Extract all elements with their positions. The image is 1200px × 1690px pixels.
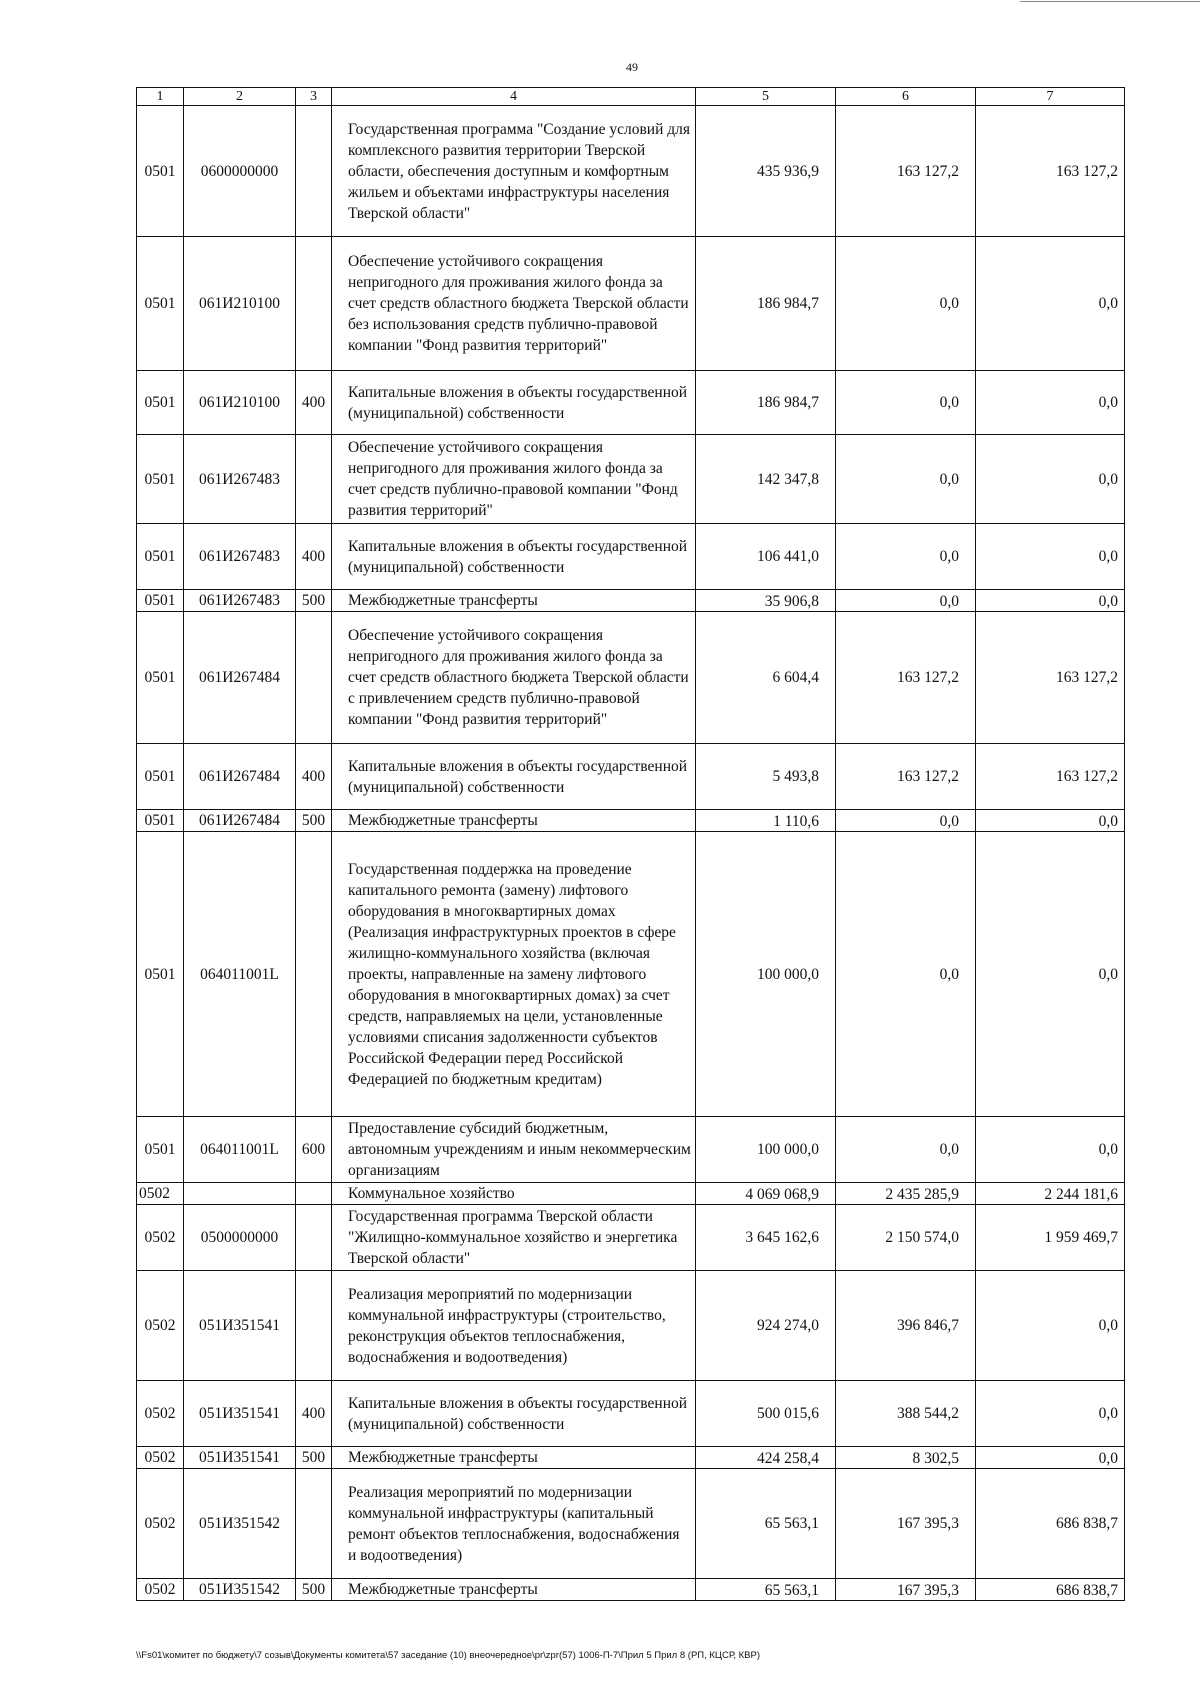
amount-col-6: 0,0 [836, 1117, 976, 1183]
table-row [137, 524, 1125, 590]
amount-col-7: 0,0 [976, 590, 1125, 612]
item-description: Межбюджетные трансферты [332, 1447, 696, 1469]
target-article-code: 051И351541 [184, 1271, 296, 1381]
table-row [137, 1117, 1125, 1183]
expense-type-code: 500 [296, 590, 332, 612]
item-description: Капитальные вложения в объекты государственной (муниципальной) собственности [332, 524, 696, 590]
amount-col-6: 167 395,3 [836, 1469, 976, 1579]
item-description: Капитальные вложения в объекты государственной (муниципальной) собственности [332, 1381, 696, 1447]
table-row [137, 590, 1125, 612]
amount-col-7: 1 959 469,7 [976, 1205, 1125, 1271]
target-article-code: 061И210100 [184, 371, 296, 435]
expense-type-code: 400 [296, 524, 332, 590]
section-code: 0502 [137, 1469, 184, 1579]
item-description: Межбюджетные трансферты [332, 810, 696, 832]
table-row [137, 1579, 1125, 1601]
section-code: 0501 [137, 435, 184, 524]
target-article-code: 051И351541 [184, 1447, 296, 1469]
file-path-footer: \\Fs01\комитет по бюджету\7 созыв\Документы комитета\57 заседание (10) внеочередное\pr\zpr(57) 1006-П-7\Прил 5 Прил 8 (РП, КЦСР, КВР) [136, 1650, 761, 1661]
section-code: 0502 [137, 1183, 184, 1205]
table-row [137, 106, 1125, 237]
amount-col-7: 0,0 [976, 524, 1125, 590]
section-code: 0501 [137, 237, 184, 371]
amount-col-5: 435 936,9 [696, 106, 836, 237]
amount-col-5: 65 563,1 [696, 1469, 836, 1579]
column-number: 7 [976, 88, 1125, 106]
expense-type-code [296, 832, 332, 1117]
table-row [137, 237, 1125, 371]
amount-col-7: 2 244 181,6 [976, 1183, 1125, 1205]
expense-type-code [296, 1183, 332, 1205]
section-code: 0502 [137, 1271, 184, 1381]
section-code: 0502 [137, 1579, 184, 1601]
table-row [137, 1447, 1125, 1469]
amount-col-7: 0,0 [976, 1271, 1125, 1381]
target-article-code: 061И267484 [184, 612, 296, 744]
column-number: 4 [332, 88, 696, 106]
amount-col-6: 2 150 574,0 [836, 1205, 976, 1271]
page-number: 49 [626, 60, 638, 74]
amount-col-6: 0,0 [836, 524, 976, 590]
target-article-code: 061И267484 [184, 744, 296, 810]
target-article-code: 061И267483 [184, 435, 296, 524]
expense-type-code [296, 435, 332, 524]
amount-col-6: 167 395,3 [836, 1579, 976, 1601]
expense-type-code [296, 106, 332, 237]
table-row [137, 744, 1125, 810]
amount-col-6: 163 127,2 [836, 744, 976, 810]
amount-col-5: 6 604,4 [696, 612, 836, 744]
section-code: 0502 [137, 1381, 184, 1447]
column-number: 2 [184, 88, 296, 106]
expense-type-code: 400 [296, 744, 332, 810]
amount-col-5: 100 000,0 [696, 832, 836, 1117]
budget-table-container [136, 87, 1124, 1601]
table-row [137, 832, 1125, 1117]
target-article-code: 061И267483 [184, 590, 296, 612]
expense-type-code: 500 [296, 1579, 332, 1601]
amount-col-5: 5 493,8 [696, 744, 836, 810]
section-code: 0501 [137, 832, 184, 1117]
table-row [137, 435, 1125, 524]
column-number: 6 [836, 88, 976, 106]
amount-col-5: 35 906,8 [696, 590, 836, 612]
amount-col-7: 0,0 [976, 1381, 1125, 1447]
amount-col-5: 500 015,6 [696, 1381, 836, 1447]
expense-type-code: 400 [296, 1381, 332, 1447]
amount-col-7: 686 838,7 [976, 1469, 1125, 1579]
target-article-code [184, 1183, 296, 1205]
amount-col-7: 686 838,7 [976, 1579, 1125, 1601]
amount-col-6: 163 127,2 [836, 106, 976, 237]
amount-col-7: 163 127,2 [976, 106, 1125, 237]
table-row [137, 612, 1125, 744]
item-description: Реализация мероприятий по модернизации коммунальной инфраструктуры (капитальный ремонт объектов теплоснабжения, водоснабжения и водоотведения) [332, 1469, 696, 1579]
expense-type-code [296, 612, 332, 744]
item-description: Обеспечение устойчивого сокращения непригодного для проживания жилого фонда за счет средств областного бюджета Тверской области без использования средств публично-правовой компании "Фонд развития территорий" [332, 237, 696, 371]
target-article-code: 064011001L [184, 832, 296, 1117]
amount-col-5: 424 258,4 [696, 1447, 836, 1469]
section-code: 0501 [137, 371, 184, 435]
table-row [137, 1271, 1125, 1381]
amount-col-5: 65 563,1 [696, 1579, 836, 1601]
amount-col-5: 142 347,8 [696, 435, 836, 524]
amount-col-6: 163 127,2 [836, 612, 976, 744]
amount-col-5: 924 274,0 [696, 1271, 836, 1381]
expense-type-code: 500 [296, 810, 332, 832]
section-code: 0501 [137, 810, 184, 832]
amount-col-7: 0,0 [976, 237, 1125, 371]
item-description: Капитальные вложения в объекты государственной (муниципальной) собственности [332, 744, 696, 810]
table-row [137, 371, 1125, 435]
expense-type-code: 600 [296, 1117, 332, 1183]
column-number: 1 [137, 88, 184, 106]
item-description: Обеспечение устойчивого сокращения непригодного для проживания жилого фонда за счет средств областного бюджета Тверской области с привлечением средств публично-правовой компании "Фонд развития территорий" [332, 612, 696, 744]
scan-edge-line [1020, 1, 1200, 2]
expense-type-code: 400 [296, 371, 332, 435]
amount-col-7: 0,0 [976, 832, 1125, 1117]
amount-col-6: 0,0 [836, 435, 976, 524]
section-code: 0501 [137, 524, 184, 590]
table-row [137, 1381, 1125, 1447]
amount-col-6: 0,0 [836, 810, 976, 832]
amount-col-5: 186 984,7 [696, 237, 836, 371]
item-description: Государственная программа "Создание условий для комплексного развития территории Тверской области, обеспечения доступным и комфортным жильем и объектами инфраструктуры населения Тверской области" [332, 106, 696, 237]
table-row [137, 1205, 1125, 1271]
expense-type-code [296, 1271, 332, 1381]
item-description: Предоставление субсидий бюджетным, автономным учреждениям и иным некоммерческим организациям [332, 1117, 696, 1183]
target-article-code: 061И267483 [184, 524, 296, 590]
amount-col-5: 1 110,6 [696, 810, 836, 832]
expense-type-code [296, 237, 332, 371]
amount-col-6: 0,0 [836, 371, 976, 435]
expense-type-code: 500 [296, 1447, 332, 1469]
amount-col-5: 186 984,7 [696, 371, 836, 435]
table-row [137, 810, 1125, 832]
amount-col-6: 0,0 [836, 237, 976, 371]
amount-col-6: 0,0 [836, 590, 976, 612]
expense-type-code [296, 1205, 332, 1271]
amount-col-6: 396 846,7 [836, 1271, 976, 1381]
amount-col-5: 4 069 068,9 [696, 1183, 836, 1205]
column-number-row [137, 88, 1125, 106]
item-description: Обеспечение устойчивого сокращения непригодного для проживания жилого фонда за счет средств публично-правовой компании "Фонд развития территорий" [332, 435, 696, 524]
column-number: 3 [296, 88, 332, 106]
amount-col-6: 388 544,2 [836, 1381, 976, 1447]
amount-col-6: 0,0 [836, 832, 976, 1117]
target-article-code: 061И210100 [184, 237, 296, 371]
amount-col-5: 3 645 162,6 [696, 1205, 836, 1271]
amount-col-7: 163 127,2 [976, 744, 1125, 810]
amount-col-6: 8 302,5 [836, 1447, 976, 1469]
expense-type-code [296, 1469, 332, 1579]
item-description: Капитальные вложения в объекты государственной (муниципальной) собственности [332, 371, 696, 435]
target-article-code: 0600000000 [184, 106, 296, 237]
section-code: 0501 [137, 744, 184, 810]
target-article-code: 051И351542 [184, 1579, 296, 1601]
target-article-code: 051И351541 [184, 1381, 296, 1447]
section-code: 0501 [137, 612, 184, 744]
item-description: Межбюджетные трансферты [332, 1579, 696, 1601]
item-description: Государственная программа Тверской области "Жилищно-коммунальное хозяйство и энергетика Тверской области" [332, 1205, 696, 1271]
amount-col-7: 0,0 [976, 1447, 1125, 1469]
amount-col-7: 0,0 [976, 371, 1125, 435]
amount-col-7: 0,0 [976, 810, 1125, 832]
item-description: Коммунальное хозяйство [332, 1183, 696, 1205]
item-description: Межбюджетные трансферты [332, 590, 696, 612]
amount-col-6: 2 435 285,9 [836, 1183, 976, 1205]
section-code: 0501 [137, 106, 184, 237]
section-code: 0502 [137, 1205, 184, 1271]
amount-col-5: 106 441,0 [696, 524, 836, 590]
amount-col-7: 0,0 [976, 1117, 1125, 1183]
table-row [137, 1183, 1125, 1205]
amount-col-5: 100 000,0 [696, 1117, 836, 1183]
section-code: 0502 [137, 1447, 184, 1469]
target-article-code: 061И267484 [184, 810, 296, 832]
section-code: 0501 [137, 590, 184, 612]
item-description: Государственная поддержка на проведение капитального ремонта (замену) лифтового оборудования в многоквартирных домах (Реализация инфраструктурных проектов в сфере жилищно-коммунального хозяйства (включая проекты, направленные на замену лифтового оборудования в многоквартирных домах) за счет средств, направляемых на цели, установленные условиями списания задолженности субъектов Российской Федерации перед Российской Федерацией по бюджетным кредитам) [332, 832, 696, 1117]
target-article-code: 0500000000 [184, 1205, 296, 1271]
column-number: 5 [696, 88, 836, 106]
target-article-code: 064011001L [184, 1117, 296, 1183]
budget-table [136, 87, 1125, 1601]
table-row [137, 1469, 1125, 1579]
amount-col-7: 0,0 [976, 435, 1125, 524]
amount-col-7: 163 127,2 [976, 612, 1125, 744]
target-article-code: 051И351542 [184, 1469, 296, 1579]
section-code: 0501 [137, 1117, 184, 1183]
item-description: Реализация мероприятий по модернизации коммунальной инфраструктуры (строительство, реконструкция объектов теплоснабжения, водоснабжения и водоотведения) [332, 1271, 696, 1381]
